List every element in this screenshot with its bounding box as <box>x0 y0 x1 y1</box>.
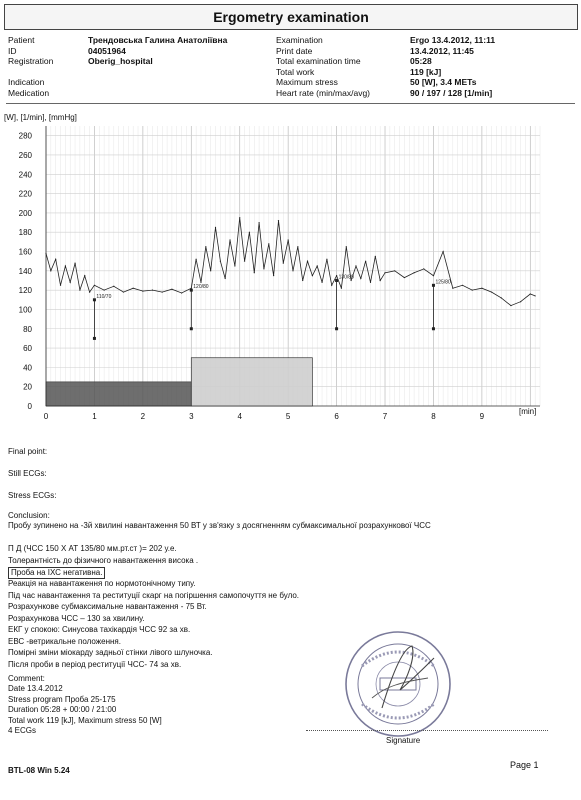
stress-step-bar <box>46 382 191 406</box>
total-work: 119 [kJ] <box>410 66 442 77</box>
bp-diastolic-mark <box>335 327 338 330</box>
y-tick-label: 220 <box>18 189 32 199</box>
heart-rate-point <box>113 286 114 287</box>
y-tick-label: 100 <box>18 305 32 315</box>
label-examination: Examination <box>276 35 323 45</box>
bp-label: 130/80 <box>338 274 354 281</box>
label-medication: Medication <box>8 87 50 98</box>
heart-rate-point <box>74 263 75 264</box>
heart-rate-series <box>45 217 535 306</box>
report-title: Ergometry examination <box>213 9 369 25</box>
signature-label: Signature <box>386 736 421 745</box>
heart-rate-point <box>162 291 163 292</box>
heart-rate-point <box>60 285 61 286</box>
conclusion-line: Проба на ІХС негативна. <box>8 567 105 579</box>
ergometry-chart <box>0 110 581 428</box>
heart-rate-point <box>491 291 492 292</box>
heart-rate-point <box>370 282 371 283</box>
label-id: ID <box>8 45 17 56</box>
heart-rate-point <box>423 268 424 269</box>
heart-rate-point <box>331 285 332 286</box>
y-tick-label: 280 <box>18 131 32 141</box>
heart-rate-point <box>171 289 172 290</box>
label-heart-rate: Heart rate (min/max/avg) <box>276 87 370 98</box>
heart-rate-point <box>225 278 226 279</box>
page-number: Page 1 <box>510 760 539 770</box>
conclusion-line: Розрахункова ЧСС – 130 за хвилину. <box>8 613 145 623</box>
patient-labels <box>8 35 53 98</box>
hospital-stamp <box>342 628 454 740</box>
heart-rate-point <box>443 251 444 252</box>
bp-diastolic-mark <box>93 337 96 340</box>
heart-rate-point <box>205 246 206 247</box>
y-tick-label: 60 <box>23 344 32 354</box>
heart-rate-point <box>268 243 269 244</box>
label-indication: Indication <box>8 77 45 87</box>
y-tick-label: 20 <box>23 382 32 392</box>
label-max-stress: Maximum stress <box>276 77 338 87</box>
heart-rate-point <box>292 270 293 271</box>
heart-rate-point <box>413 272 414 273</box>
bp-diastolic-mark <box>190 327 193 330</box>
blood-pressure-markers <box>93 274 451 339</box>
patient-registration: Oberig_hospital <box>88 56 153 66</box>
conclusion-line <box>8 533 431 545</box>
conclusion-line: Пробу зупинено на -3й хвилині навантаження 50 ВТ у зв'язку з досягненням субмаксимальної розрахункової ЧСС <box>8 521 431 530</box>
heart-rate-point <box>142 291 143 292</box>
heart-rate-point <box>283 263 284 264</box>
stress-ecgs-label: Stress ECGs: <box>8 491 57 500</box>
y-tick-label: 80 <box>23 324 32 334</box>
heart-rate-point <box>462 285 463 286</box>
heart-rate-point <box>472 290 473 291</box>
patient-name: Трендовська Галина Анатоліївна <box>88 35 228 45</box>
y-tick-label: 120 <box>18 286 32 296</box>
heart-rate-point <box>346 246 347 247</box>
heart-rate-point <box>70 282 71 283</box>
max-stress: 50 [W], 3.4 METs <box>410 77 477 87</box>
heart-rate-point <box>89 291 90 292</box>
label-registration: Registration <box>8 56 54 66</box>
conclusion-line: Реакція на навантаження по нормотонічному типу. <box>8 579 196 588</box>
heart-rate-point <box>133 288 134 289</box>
heart-rate-point <box>229 239 230 240</box>
comment-line: Duration 05:28 + 00:00 / 21:00 <box>8 705 117 714</box>
final-point-label: Final point: <box>8 447 48 456</box>
heart-rate-point <box>45 253 46 254</box>
heart-rate-point <box>307 261 308 262</box>
x-tick-label: 8 <box>431 412 436 421</box>
comment-text <box>8 684 162 737</box>
conclusion-line: Після проби в період реституції ЧСС- 74 за хв. <box>8 659 182 669</box>
bp-diastolic-mark <box>432 327 435 330</box>
heart-rate-point <box>278 220 279 221</box>
heart-rate-point <box>535 295 536 296</box>
heart-rate-point <box>191 288 192 289</box>
conclusion-line: ЕКГ у спокою: Синусова тахікардія ЧСС 92 за хв. <box>8 625 191 634</box>
x-tick-label: 2 <box>140 412 146 421</box>
conclusion-label: Conclusion: <box>8 511 50 520</box>
heart-rate-point <box>510 305 511 306</box>
y-tick-label: 260 <box>18 150 32 160</box>
heart-rate-point <box>239 217 240 218</box>
exam-name: Ergo 13.4.2012, 11:11 <box>410 35 496 45</box>
conclusion-line: Помірні зміни міокарду задньої стінки лівого шлуночка. <box>8 648 213 657</box>
heart-rate-point <box>336 275 337 276</box>
heart-rate-point <box>501 297 502 298</box>
heart-rate-point <box>50 270 51 271</box>
heart-rate-point <box>84 275 85 276</box>
heart-rate-point <box>326 259 327 260</box>
heart-rate-point <box>341 288 342 289</box>
still-ecgs-label: Still ECGs: <box>8 469 47 478</box>
conclusion-line: ЕВС -ветрикальне положення. <box>8 636 121 646</box>
x-tick-label: 6 <box>334 412 339 421</box>
conclusion-line: Розрахункове субмаксимальне навантаження - 75 Вт. <box>8 602 207 611</box>
heart-rate-point <box>375 256 376 257</box>
heart-rate-point <box>220 261 221 262</box>
comment-line: Date 13.4.2012 <box>8 684 63 693</box>
heart-rate-point <box>302 280 303 281</box>
heart-rate-point <box>297 246 298 247</box>
heart-rate-point <box>452 288 453 289</box>
comment-line: Total work 119 [kJ], Maximum stress 50 [W] <box>8 715 162 725</box>
x-tick-label: 4 <box>237 412 242 421</box>
heart-rate-point <box>215 227 216 228</box>
heart-rate-point <box>258 222 259 223</box>
x-tick-label: 3 <box>189 412 194 421</box>
x-tick-label: 7 <box>382 412 388 421</box>
y-tick-label: 160 <box>18 247 32 257</box>
exam-labels <box>276 35 370 98</box>
patient-id: 04051964 <box>88 45 126 56</box>
print-date: 13.4.2012, 11:45 <box>410 45 474 56</box>
exam-values <box>410 35 495 98</box>
y-tick-label: 180 <box>18 228 32 238</box>
heart-rate-point <box>321 282 322 283</box>
comment-line: Stress program Проба 25-175 <box>8 694 116 704</box>
y-tick-label: 40 <box>23 363 32 373</box>
heart-rate-point <box>530 293 531 294</box>
chart-ylabel: [W], [1/min], [mmHg] <box>4 113 77 122</box>
total-time: 05:28 <box>410 56 432 66</box>
heart-rate-point <box>210 270 211 271</box>
heart-rate-point <box>433 275 434 276</box>
heart-rate-line <box>46 218 535 306</box>
label-print-date: Print date <box>276 45 313 56</box>
heart-rate-point <box>263 268 264 269</box>
bp-label: 120/80 <box>193 284 209 291</box>
heart-rate-point <box>360 278 361 279</box>
heart-rate-point <box>244 261 245 262</box>
y-tick-label: 240 <box>18 170 32 180</box>
heart-rate-point <box>481 288 482 289</box>
conclusion-line: Толерантність до фізичного навантаження висока . <box>8 555 199 565</box>
patient-values <box>88 35 227 67</box>
heart-rate-point <box>288 239 289 240</box>
heart-rate-point <box>196 259 197 260</box>
heart-rate-point <box>234 265 235 266</box>
x-tick-label: 1 <box>92 412 97 421</box>
x-tick-label: 5 <box>285 412 291 421</box>
software-version: BTL-08 Win 5.24 <box>8 766 70 775</box>
x-tick-label: 0 <box>43 412 49 421</box>
y-tick-label: 0 <box>27 402 32 411</box>
heart-rate-point <box>273 275 274 276</box>
signature-line <box>306 730 548 731</box>
conclusion-line: П Д (ЧСС 150 Х АТ 135/80 мм.рт.ст )= 202 у.е. <box>8 544 177 553</box>
conclusion-line: Під час навантаження та реституції скарг на погіршення самопочуття не було. <box>8 590 299 600</box>
heart-rate-point <box>520 301 521 302</box>
bp-label: 125/80 <box>435 279 451 286</box>
heart-rate-point <box>404 277 405 278</box>
heart-rate-point <box>79 290 80 291</box>
heart-rate-point <box>181 292 182 293</box>
label-total-time: Total examination time <box>276 56 361 66</box>
heart-rate-point <box>380 280 381 281</box>
heart-rate-point <box>254 272 255 273</box>
heart-rate-point <box>65 265 66 266</box>
stress-bars <box>46 358 312 406</box>
heart-rate-point <box>123 291 124 292</box>
heart-rate-summary: 90 / 197 / 128 [1/min] <box>410 87 493 98</box>
heart-rate-point <box>104 290 105 291</box>
heart-rate-point <box>317 265 318 266</box>
heart-rate-point <box>249 232 250 233</box>
x-tick-label: 9 <box>479 412 485 421</box>
label-total-work: Total work <box>276 66 315 77</box>
label-blank <box>8 67 53 78</box>
comment-line: 4 ECGs <box>8 726 37 735</box>
bp-label: 110/70 <box>96 293 112 300</box>
report-title-bar <box>4 4 578 30</box>
heart-rate-point <box>152 290 153 291</box>
heart-rate-point <box>384 272 385 273</box>
heart-rate-point <box>394 270 395 271</box>
label-patient: Patient <box>8 35 35 45</box>
heart-rate-point <box>312 275 313 276</box>
header-divider <box>6 103 575 104</box>
stress-step-bar <box>191 358 312 406</box>
comment-label: Comment: <box>8 674 45 683</box>
y-tick-label: 140 <box>18 266 32 276</box>
chart-xlabel: [min] <box>519 407 537 416</box>
heart-rate-point <box>55 259 56 260</box>
heart-rate-point <box>200 282 201 283</box>
heart-rate-point <box>365 261 366 262</box>
y-tick-label: 200 <box>18 208 32 218</box>
heart-rate-point <box>94 285 95 286</box>
heart-rate-point <box>355 265 356 266</box>
